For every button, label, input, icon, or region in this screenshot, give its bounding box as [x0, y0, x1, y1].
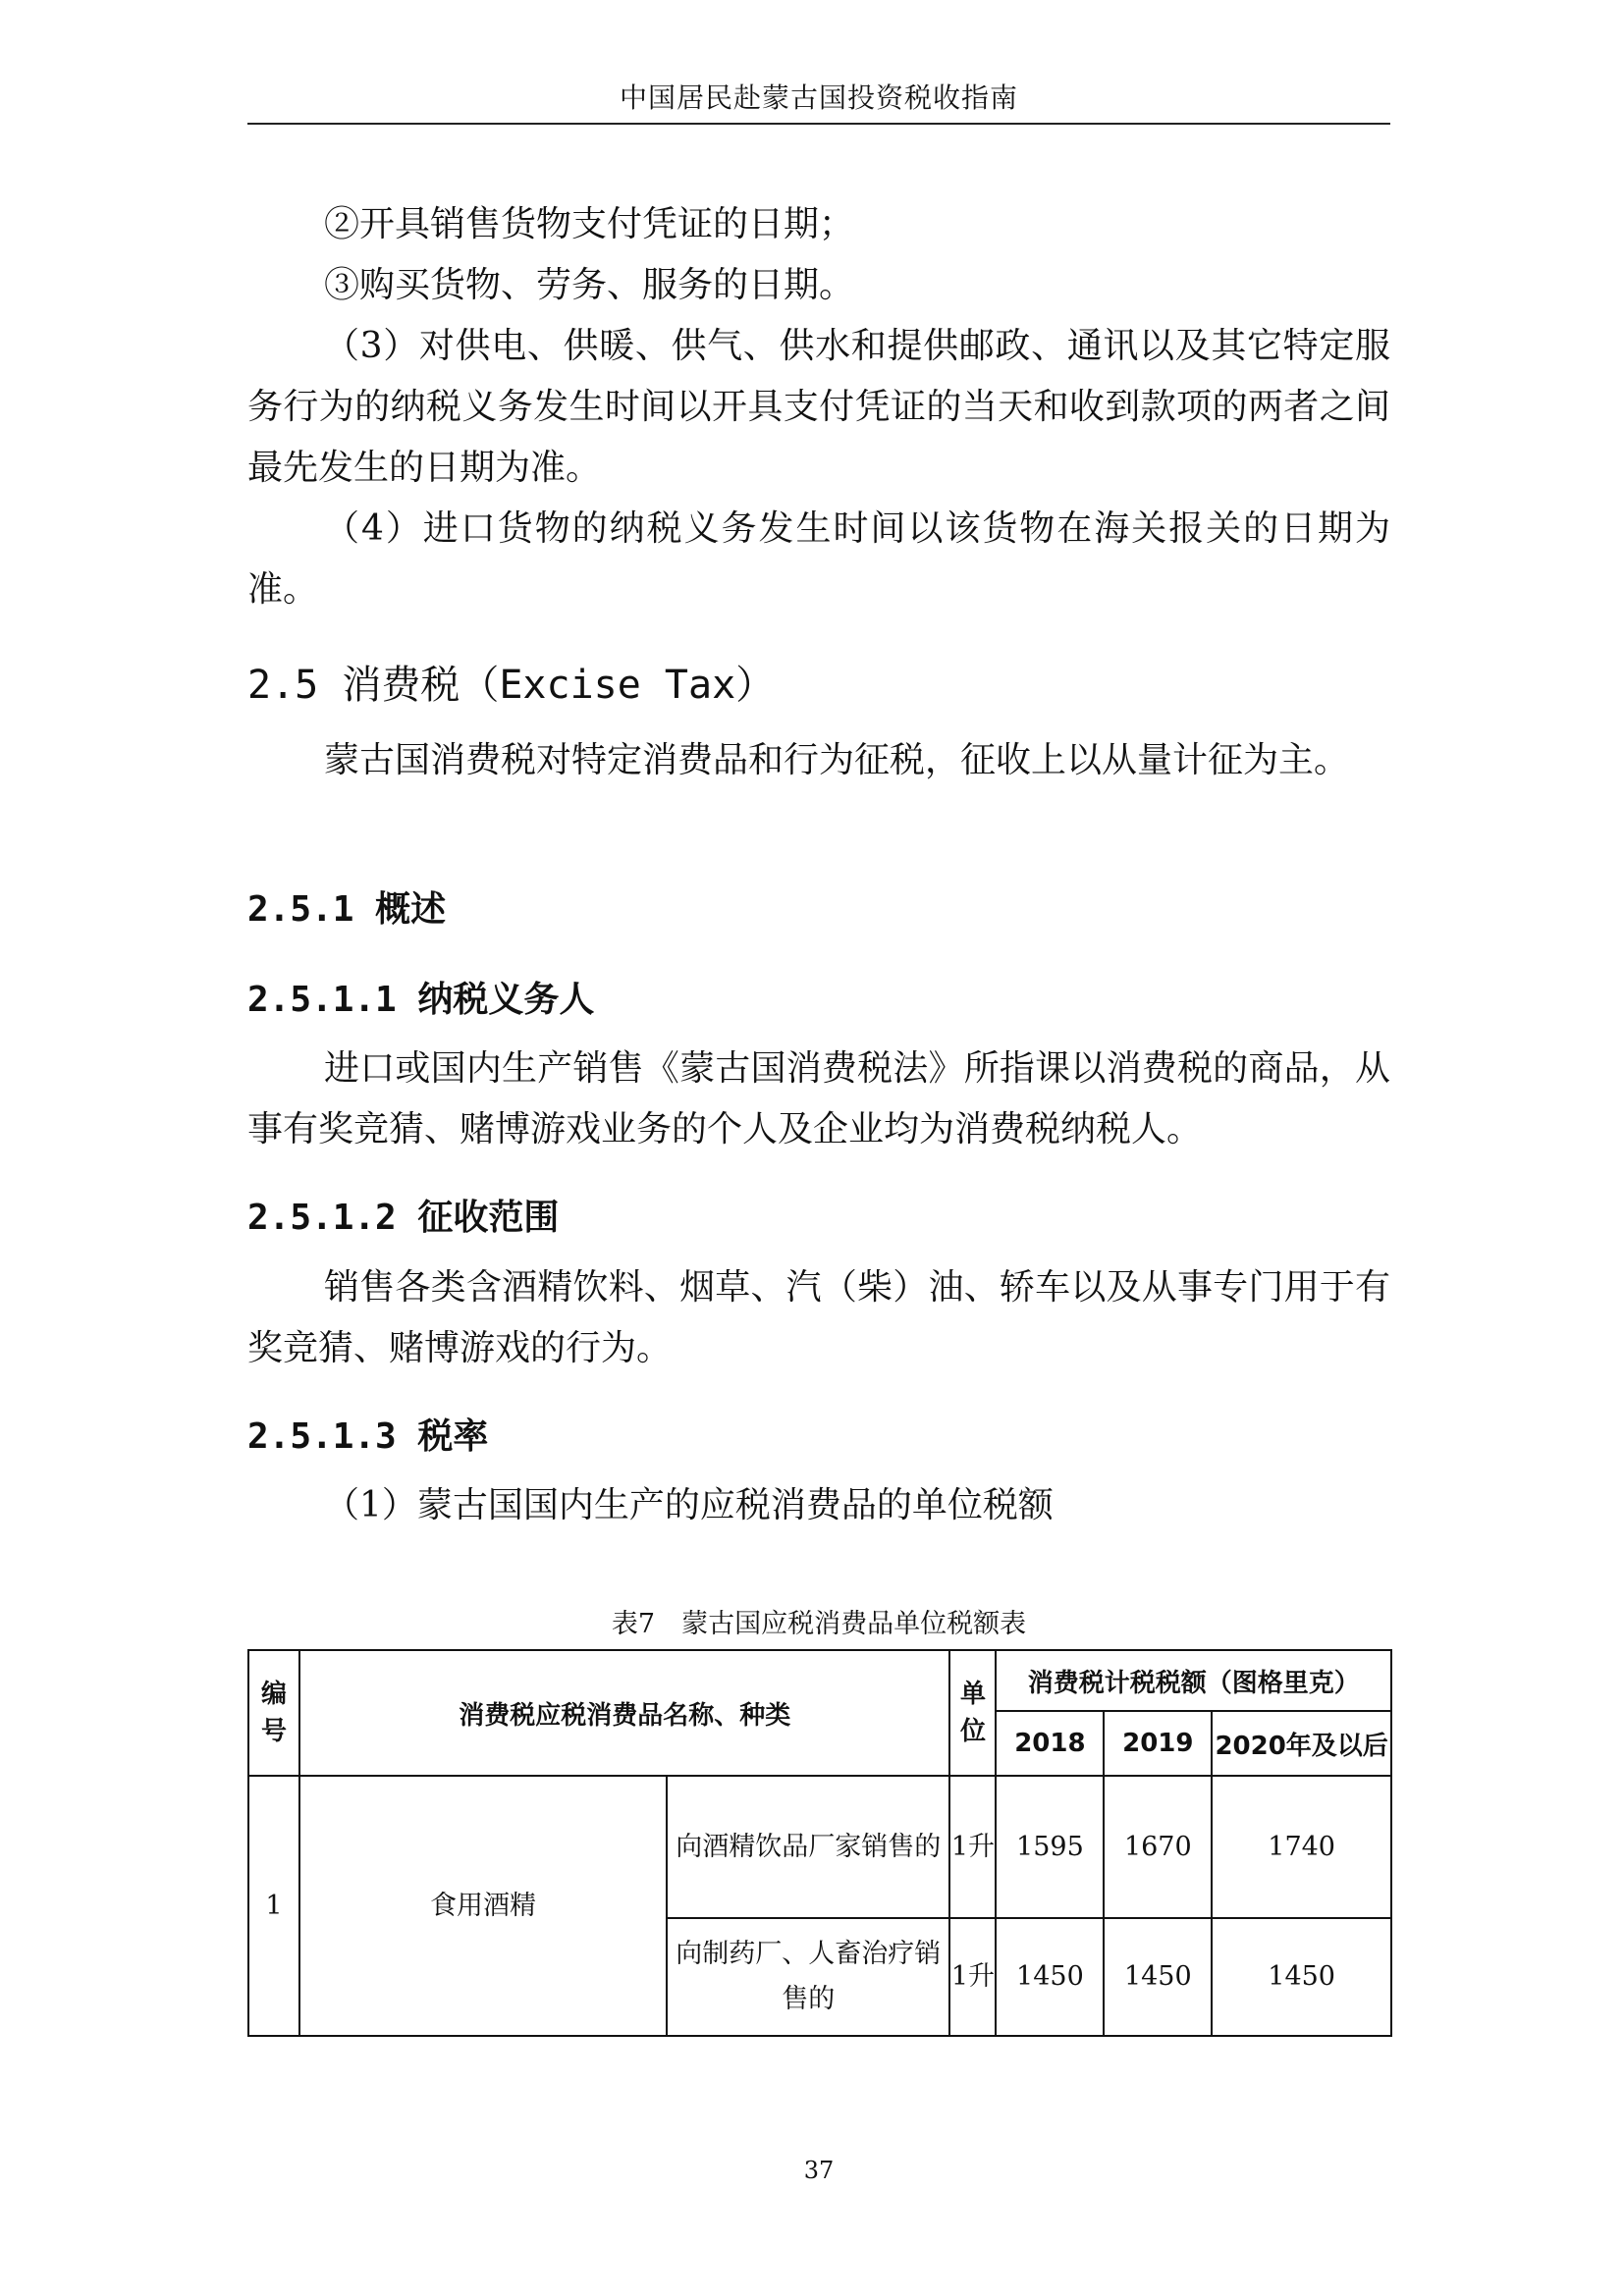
header-no: 编号	[248, 1650, 299, 1776]
section-heading-2-5-1	[247, 881, 446, 932]
page-number: 37	[803, 2157, 835, 2184]
paragraph-excise-intro: 蒙古国消费税对特定消费品和行为征税，征收上以从量计征为主。	[324, 740, 1350, 780]
product-name: 食用酒精	[299, 1776, 667, 2036]
section-heading-2-5-1-3	[247, 1409, 488, 1459]
section-number: 2.5	[247, 663, 319, 708]
value-2018: 1450	[996, 1918, 1104, 2036]
value-2018: 1595	[996, 1776, 1104, 1918]
paragraph-tax-rate-intro: （1）蒙古国国内生产的应税消费品的单位税额	[324, 1485, 1054, 1525]
section-title: 概述	[375, 889, 447, 930]
paragraph-scope: 销售各类含酒精饮料、烟草、汽（柴）油、轿车以及从事专门用于有奖竞猜、赌博游戏的行为。	[247, 1267, 1390, 1368]
table-header-row	[248, 1650, 1391, 1711]
header-unit: 单位	[949, 1650, 996, 1776]
row-number: 1	[248, 1776, 299, 2036]
product-subtype: 向制药厂、人畜治疗销售的	[667, 1918, 949, 2036]
product-subtype: 向酒精饮品厂家销售的	[667, 1776, 949, 1918]
paragraph-taxpayer: 进口或国内生产销售《蒙古国消费税法》所指课以消费税的商品，从事有奖竞猜、赌博游戏业务的个人及企业均为消费税纳税人。	[247, 1048, 1390, 1149]
section-heading-2-5	[247, 654, 775, 710]
table-caption: 表7 蒙古国应税消费品单位税额表	[611, 1609, 1027, 1639]
excise-tax-table	[247, 1649, 1392, 2037]
value-2019: 1450	[1104, 1918, 1212, 2036]
section-number: 2.5.1.1	[247, 980, 397, 1020]
unit-cell: 1升	[949, 1918, 996, 2036]
section-title: 消费税（Excise Tax）	[342, 663, 776, 708]
paragraph-clause-3: （3）对供电、供暖、供气、供水和提供邮政、通讯以及其它特定服务行为的纳税义务发生时间以开具支付凭证的当天和收到款项的两者之间最先发生的日期为准。	[247, 326, 1390, 488]
section-title: 征收范围	[417, 1198, 560, 1238]
table-row	[248, 1776, 1391, 1918]
value-2019: 1670	[1104, 1776, 1212, 1918]
paragraph-item-2: ②开具销售货物支付凭证的日期；	[324, 204, 855, 244]
value-2020: 1740	[1212, 1776, 1391, 1918]
header-divider	[247, 123, 1390, 125]
section-number: 2.5.1	[247, 889, 354, 930]
section-heading-2-5-1-2	[247, 1190, 559, 1240]
value-2020: 1450	[1212, 1918, 1391, 2036]
section-number: 2.5.1.2	[247, 1198, 397, 1238]
section-heading-2-5-1-1	[247, 972, 594, 1022]
section-title: 税率	[417, 1416, 489, 1457]
header-year-2020: 2020年及以后	[1212, 1711, 1391, 1776]
header-name: 消费税应税消费品名称、种类	[299, 1650, 950, 1776]
header-year-2019: 2019	[1104, 1711, 1212, 1776]
paragraph-item-3: ③购买货物、劳务、服务的日期。	[324, 265, 855, 305]
section-number: 2.5.1.3	[247, 1416, 397, 1457]
page-header-title: 中国居民赴蒙古国投资税收指南	[619, 81, 1018, 114]
section-title: 纳税义务人	[417, 980, 595, 1020]
unit-cell: 1升	[949, 1776, 996, 1918]
header-amount: 消费税计税税额（图格里克）	[996, 1650, 1391, 1711]
header-year-2018: 2018	[996, 1711, 1104, 1776]
paragraph-clause-4: （4）进口货物的纳税义务发生时间以该货物在海关报关的日期为准。	[247, 508, 1390, 610]
